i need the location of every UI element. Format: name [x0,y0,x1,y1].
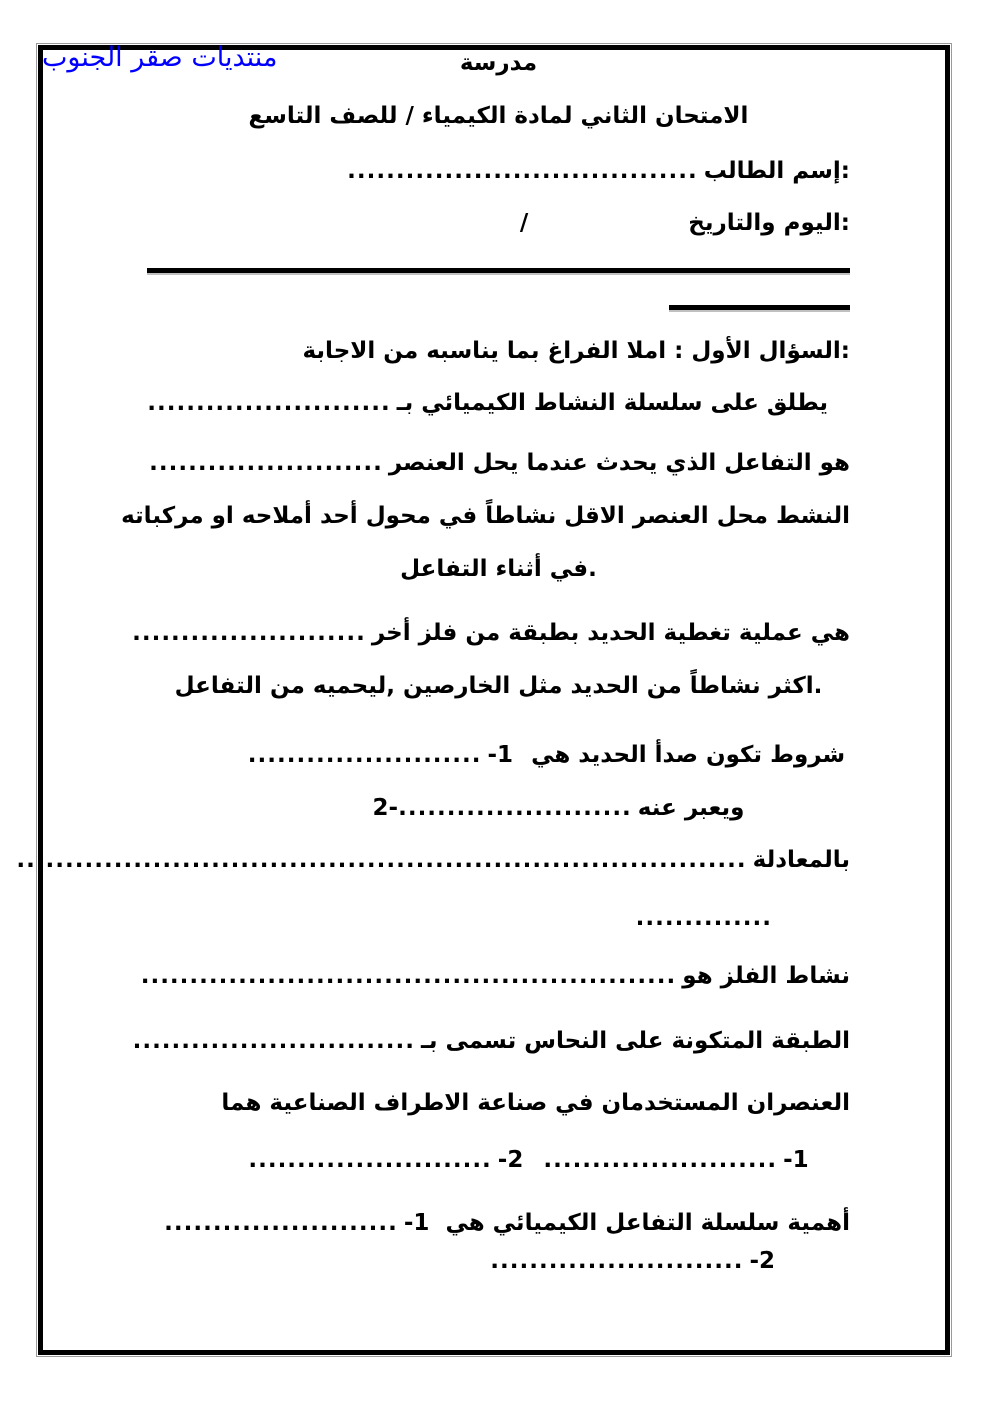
importance-item1-number: -1 [403,1210,430,1236]
date-slash: / [519,210,529,236]
replacement-blank: ........................ [149,450,383,476]
rust-item1-number: -1 [487,742,514,768]
prosthetics-line2 [147,1147,850,1177]
exam-title: الامتحان الثاني لمادة الكيمياء / للصف التاسع [248,103,749,129]
rust-item1-blank: ........................ [247,742,482,768]
metal-activity-line: ....................................................... نشاط الفلز هو [140,963,850,989]
importance-item1-blank: ........................ [164,1210,398,1236]
equation-label: بالمعادلة [752,847,850,873]
fill-galvanization-line2: اكثر نشاطاً من الحديد مثل الخارصين ,ليحميه من التفاعل. [174,673,823,699]
forum-watermark: منتديات صقر الجنوب [42,42,278,73]
divider-rule-long [147,268,850,273]
galvanization-blank: ........................ [132,620,366,646]
equation-blank: ........................................................................... [16,847,747,873]
student-name-label: إسم الطالب: [703,158,850,184]
rust-equation-line [16,847,850,877]
student-name-line [147,158,850,188]
fill-replacement-line2: النشط محل العنصر الاقل نشاطاً في محول أحد أملاحه او مركباته [121,503,850,529]
prosthetics-item1-blank: ........................ [543,1147,778,1173]
prosthetics-item1-number: -1 [783,1147,809,1173]
date-line [147,210,850,240]
school-title: مدرسة [459,50,538,76]
student-name-blank: .................................... [347,158,698,184]
question1-heading: السؤال الأول : املا الفراغ بما يناسبه من الاجابة: [302,338,850,364]
copper-layer-line: ............................. الطبقة المتكونة على النحاس تسمى بـ [132,1028,850,1054]
equation-blank2: .............. [635,905,772,931]
rust-conditions-line2: 2- ........................ ويعبر عنه [372,795,745,821]
importance-item2-number: -2 [749,1248,775,1274]
fill-replacement-line3: في أثناء التفاعل. [400,556,597,582]
divider-rule-short [669,305,850,310]
fill-replacement-line1: ........................ هو التفاعل الذي يحدث عندما يحل العنصر [149,450,850,476]
prosthetics-item2-number: -2 [497,1147,524,1173]
rust-conditions-line1: ........................ -1 شروط تكون صدأ الحديد هي [247,742,846,768]
fill-activity-series-line: ......................... يطلق على سلسلة النشاط الكيميائي بـ [147,390,828,416]
rust-item2-number: 2- [372,795,399,821]
page-border-frame [16,45,950,1355]
prosthetics-line1: العنصران المستخدمان في صناعة الاطراف الصناعية هما [221,1090,850,1116]
series-importance-line1: ........................ -1 أهمية سلسلة التفاعل الكيميائي هي [164,1210,850,1236]
fill-galvanization-line1: ........................ هي عملية تغطية الحديد بطبقة من فلز أخر [132,620,850,646]
importance-item2-blank: .......................... [490,1248,744,1274]
copper-layer-blank: ............................. [132,1028,415,1054]
activity-series-blank: ......................... [147,390,391,416]
metal-activity-blank: ....................................................... [140,963,677,989]
rust-item2-blank: ........................ [398,795,632,821]
rust-equation-continuation [147,905,850,935]
series-importance-line2 [147,1248,850,1278]
date-label: اليوم والتاريخ: [688,210,850,236]
prosthetics-item2-blank: ......................... [248,1147,492,1173]
